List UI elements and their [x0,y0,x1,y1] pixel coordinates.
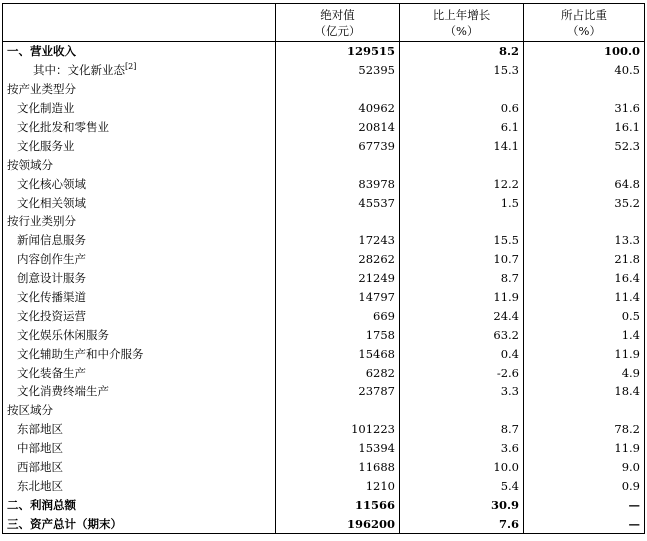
share-cell: 13.3 [524,231,645,250]
row-label-cell [3,420,276,439]
growth-cell: 10.0 [400,458,524,477]
absolute-value-cell: 45537 [276,193,400,212]
table-row [3,288,645,307]
row-label: 文化核心领域 [17,176,86,191]
header-label-cell [3,4,276,42]
growth-cell: 1.5 [400,193,524,212]
row-label: 文化服务业 [17,138,75,153]
header-absolute-value-unit: （亿元） [314,23,361,38]
header-share-title: 所占比重 [561,7,607,22]
growth-cell: 8.7 [400,420,524,439]
row-label-cell [3,476,276,495]
absolute-value-cell: 15468 [276,344,400,363]
header-share [524,4,645,42]
absolute-value-cell: 101223 [276,420,400,439]
row-label-cell [3,439,276,458]
growth-cell: 3.6 [400,439,524,458]
row-label-cell [3,250,276,269]
table-row [3,212,645,231]
row-label-cell [3,514,276,533]
growth-cell: 8.2 [400,42,524,61]
growth-cell: -2.6 [400,363,524,382]
row-label: 其中：文化新业态 [33,63,125,78]
share-cell: — [524,514,645,533]
growth-cell: 8.7 [400,269,524,288]
row-label-cell [3,495,276,514]
absolute-value-cell: 83978 [276,174,400,193]
row-label-cell [3,136,276,155]
row-label-cell [3,306,276,325]
table-row [3,250,645,269]
absolute-value-cell: 20814 [276,118,400,137]
absolute-value-cell: 14797 [276,288,400,307]
table-row [3,363,645,382]
table-row [3,80,645,99]
row-label-cell [3,61,276,80]
row-label: 文化娱乐休闲服务 [17,327,109,342]
row-label: 新闻信息服务 [17,233,86,248]
table-row [3,382,645,401]
table-row [3,439,645,458]
share-cell: 18.4 [524,382,645,401]
absolute-value-cell: 28262 [276,250,400,269]
absolute-value-cell: 669 [276,306,400,325]
header-row [3,4,645,42]
header-growth [400,4,524,42]
share-cell: 0.9 [524,476,645,495]
share-cell: 100.0 [524,42,645,61]
row-label: 文化相关领域 [17,195,86,210]
absolute-value-cell: 129515 [276,42,400,61]
row-label: 按行业类别分 [7,214,76,229]
row-label-cell [3,401,276,420]
row-label: 文化消费终端生产 [17,384,109,399]
row-label: 文化辅助生产和中介服务 [17,346,144,361]
header-absolute-value-title: 绝对值 [320,7,355,22]
share-cell: 78.2 [524,420,645,439]
row-label: 一、营业收入 [7,44,76,59]
row-label-cell [3,344,276,363]
row-label: 按领域分 [7,157,53,172]
row-label-cell [3,325,276,344]
row-label-cell [3,288,276,307]
table-body [3,42,645,534]
row-label-cell [3,42,276,61]
row-label: 东部地区 [17,422,63,437]
table-row [3,476,645,495]
table-row [3,99,645,118]
table-row [3,344,645,363]
table-row [3,325,645,344]
table-row [3,136,645,155]
growth-cell [400,155,524,174]
share-cell: 16.4 [524,269,645,288]
absolute-value-cell: 23787 [276,382,400,401]
row-label-cell [3,80,276,99]
row-label: 按产业类型分 [7,82,76,97]
table-row [3,193,645,212]
growth-cell: 7.6 [400,514,524,533]
table-row [3,42,645,61]
absolute-value-cell: 1210 [276,476,400,495]
table-row [3,155,645,174]
row-label-cell [3,155,276,174]
share-cell: 16.1 [524,118,645,137]
growth-cell: 15.3 [400,61,524,80]
share-cell: 52.3 [524,136,645,155]
row-label: 中部地区 [17,441,63,456]
table-header [3,4,645,42]
header-share-unit: （%） [567,23,601,38]
growth-cell: 5.4 [400,476,524,495]
share-cell: 40.5 [524,61,645,80]
growth-cell: 24.4 [400,306,524,325]
row-label: 文化批发和零售业 [17,120,109,134]
absolute-value-cell: 11688 [276,458,400,477]
share-cell [524,80,645,99]
row-label-cell [3,231,276,250]
row-label-cell [3,458,276,477]
share-cell [524,401,645,420]
row-label-cell [3,193,276,212]
absolute-value-cell [276,155,400,174]
absolute-value-cell: 21249 [276,269,400,288]
growth-cell: 14.1 [400,136,524,155]
row-label: 创意设计服务 [17,271,86,286]
growth-cell: 15.5 [400,231,524,250]
table-row [3,269,645,288]
growth-cell: 30.9 [400,495,524,514]
row-label: 文化传播渠道 [17,290,86,305]
growth-cell [400,401,524,420]
share-cell [524,155,645,174]
absolute-value-cell: 67739 [276,136,400,155]
row-label: 按区域分 [7,403,53,418]
share-cell: 21.8 [524,250,645,269]
growth-cell [400,212,524,231]
growth-cell: 3.3 [400,382,524,401]
absolute-value-cell [276,80,400,99]
footnote-marker: [2] [125,62,137,72]
table-row [3,306,645,325]
table-row [3,458,645,477]
row-label: 文化制造业 [17,101,75,116]
share-cell: 11.9 [524,344,645,363]
table-row [3,495,645,514]
header-growth-unit: （%） [444,23,479,38]
row-label: 东北地区 [17,478,63,493]
row-label-cell [3,99,276,118]
growth-cell: 63.2 [400,325,524,344]
growth-cell: 0.4 [400,344,524,363]
absolute-value-cell: 17243 [276,231,400,250]
growth-cell: 10.7 [400,250,524,269]
growth-cell: 11.9 [400,288,524,307]
share-cell: — [524,495,645,514]
share-cell: 31.6 [524,99,645,118]
table-row [3,420,645,439]
share-cell [524,212,645,231]
row-label-cell [3,174,276,193]
absolute-value-cell: 196200 [276,514,400,533]
share-cell: 11.9 [524,439,645,458]
table-row [3,231,645,250]
row-label-cell [3,118,276,137]
row-label-cell [3,382,276,401]
table-row [3,118,645,137]
row-label: 内容创作生产 [17,252,86,267]
table-row [3,174,645,193]
table-row [3,401,645,420]
share-cell: 35.2 [524,193,645,212]
growth-cell [400,80,524,99]
absolute-value-cell: 1758 [276,325,400,344]
header-absolute-value [276,4,400,42]
share-cell: 64.8 [524,174,645,193]
absolute-value-cell: 52395 [276,61,400,80]
row-label: 二、利润总额 [7,497,76,512]
row-label-cell [3,269,276,288]
share-cell: 9.0 [524,458,645,477]
row-label-cell [3,363,276,382]
header-growth-title: 比上年增长 [432,7,491,22]
row-label: 文化装备生产 [17,365,86,380]
row-label: 三、资产总计（期末） [7,516,122,531]
share-cell: 4.9 [524,363,645,382]
growth-cell: 6.1 [400,118,524,137]
share-cell: 11.4 [524,288,645,307]
table-row [3,514,645,533]
absolute-value-cell [276,401,400,420]
absolute-value-cell [276,212,400,231]
growth-cell: 0.6 [400,99,524,118]
row-label-cell [3,212,276,231]
table-row [3,61,645,80]
statistics-table [2,3,645,534]
growth-cell: 12.2 [400,174,524,193]
absolute-value-cell: 40962 [276,99,400,118]
absolute-value-cell: 6282 [276,363,400,382]
absolute-value-cell: 11566 [276,495,400,514]
row-label: 文化投资运营 [17,308,86,323]
row-label: 西部地区 [17,460,63,475]
share-cell: 0.5 [524,306,645,325]
share-cell: 1.4 [524,325,645,344]
absolute-value-cell: 15394 [276,439,400,458]
